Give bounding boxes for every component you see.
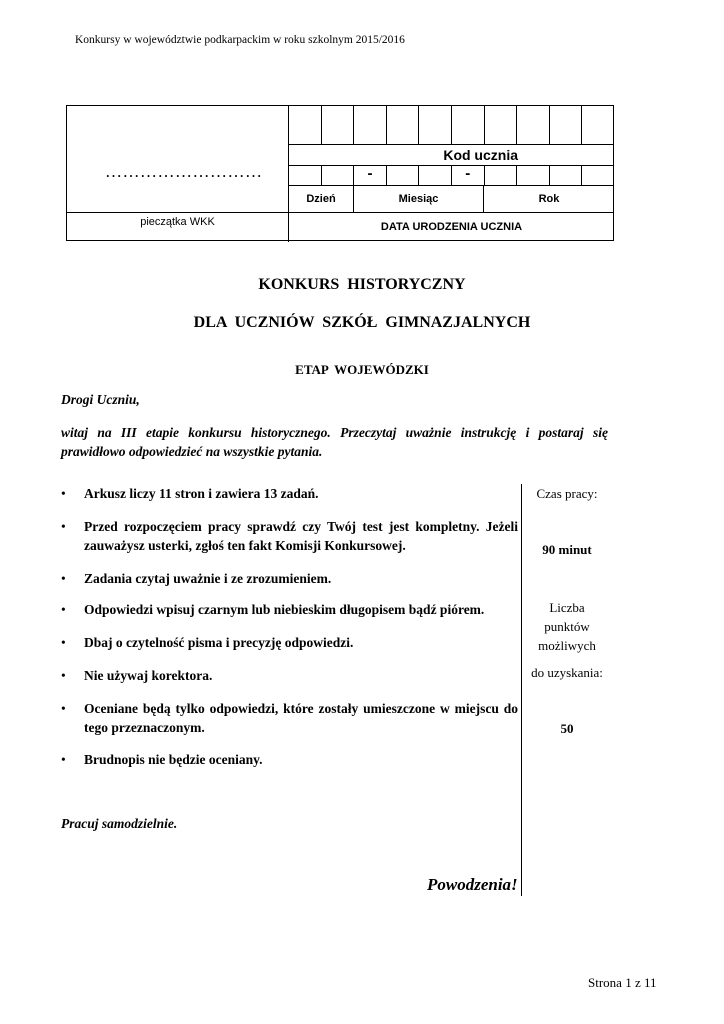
bullet-icon: •: [61, 602, 66, 617]
bullet-icon: •: [61, 635, 66, 650]
year-label: Rok: [538, 193, 560, 205]
date-separator: -: [452, 166, 485, 185]
code-cell[interactable]: [354, 106, 387, 144]
list-item: [61, 600, 518, 619]
date-cell[interactable]: [289, 166, 322, 185]
rule-text: Odpowiedzi wpisuj czarnym lub niebieskim długopisem bądź piórem.: [84, 602, 485, 617]
code-cell[interactable]: [452, 106, 485, 144]
code-cell[interactable]: [582, 106, 614, 144]
points-label: Liczba punktów możliwych: [538, 600, 596, 653]
time-label: Czas pracy:: [536, 486, 598, 501]
good-luck: Powodzenia!: [427, 875, 518, 894]
stamp-area: [67, 106, 289, 212]
page-number: Strona 1 z 11: [588, 975, 657, 990]
list-item: [61, 484, 518, 503]
rule-text: Oceniane będą tylko odpowiedzi, które zostały umieszczone w miejscu do tego przeznaczonym.: [84, 701, 518, 735]
list-item: [61, 633, 518, 652]
student-info-box: [66, 105, 614, 241]
month-label: Miesiąc: [354, 186, 484, 212]
code-cell[interactable]: [517, 106, 550, 144]
rule-text: Zadania czytaj uważnie i ze zrozumieniem.: [84, 571, 332, 586]
competition-subtitle: DLA UCZNIÓW SZKÓŁ GIMNAZJALNYCH: [193, 314, 531, 331]
date-cell[interactable]: [419, 166, 452, 185]
bullet-icon: •: [61, 701, 66, 716]
intro-text: witaj na III etapie konkursu historycznego. Przeczytaj uważnie instrukcję i postaraj się prawidłowo odpowiedzieć na wszystkie pytania.: [61, 425, 608, 459]
code-cell[interactable]: [322, 106, 355, 144]
rule-text: Dbaj o czytelność pisma i precyzję odpowiedzi.: [84, 635, 354, 650]
birth-date-grid: [289, 165, 614, 185]
code-cell[interactable]: [485, 106, 518, 144]
list-item: [61, 517, 518, 555]
date-cell[interactable]: [582, 166, 614, 185]
time-value: 90 minut: [542, 542, 592, 557]
list-item: [61, 569, 518, 588]
greeting: Drogi Uczniu,: [61, 392, 140, 407]
competition-header: Konkursy w województwie podkarpackim w roku szkolnym 2015/2016: [75, 34, 405, 46]
date-cell[interactable]: [485, 166, 518, 185]
date-cell[interactable]: [517, 166, 550, 185]
bullet-icon: •: [61, 668, 66, 683]
rule-text: Nie używaj korektora.: [84, 668, 213, 683]
points-label-2: do uzyskania:: [531, 665, 603, 680]
bullet-icon: •: [61, 752, 66, 767]
code-cell[interactable]: [419, 106, 452, 144]
date-cell[interactable]: [322, 166, 355, 185]
rule-text: Przed rozpoczęciem pracy sprawdź czy Twój test jest kompletny. Jeżeli zauważysz usterki, zgłoś ten fakt Komisji Konkursowej.: [84, 519, 518, 553]
date-cell[interactable]: [387, 166, 420, 185]
date-separator: -: [354, 166, 387, 185]
points-value: 50: [560, 721, 574, 736]
stamp-label: pieczątka WKK: [67, 212, 289, 242]
student-code-title: Kod ucznia: [289, 144, 614, 165]
bullet-icon: •: [61, 486, 66, 501]
day-label: Dzień: [289, 186, 354, 212]
list-item: [61, 699, 518, 737]
code-cell[interactable]: [387, 106, 420, 144]
date-cell[interactable]: [550, 166, 583, 185]
stage-title: ETAP WOJEWÓDZKI: [295, 362, 429, 377]
code-cell[interactable]: [289, 106, 322, 144]
bullet-icon: •: [61, 571, 66, 586]
birth-date-title: DATA URODZENIA UCZNIA: [289, 212, 614, 242]
rule-text: Arkusz liczy 11 stron i zawiera 13 zadań.: [84, 486, 319, 501]
code-cell[interactable]: [550, 106, 583, 144]
birth-date-labels: [289, 185, 614, 212]
column-divider: [521, 484, 522, 896]
work-alone-note: Pracuj samodzielnie.: [61, 816, 178, 831]
list-item: [61, 750, 518, 769]
student-code-grid: [289, 106, 614, 144]
stamp-dots: ………………………: [105, 162, 263, 181]
bullet-icon: •: [61, 519, 66, 534]
list-item: [61, 666, 518, 685]
rule-text: Brudnopis nie będzie oceniany.: [84, 752, 263, 767]
competition-title: KONKURS HISTORYCZNY: [258, 276, 466, 293]
